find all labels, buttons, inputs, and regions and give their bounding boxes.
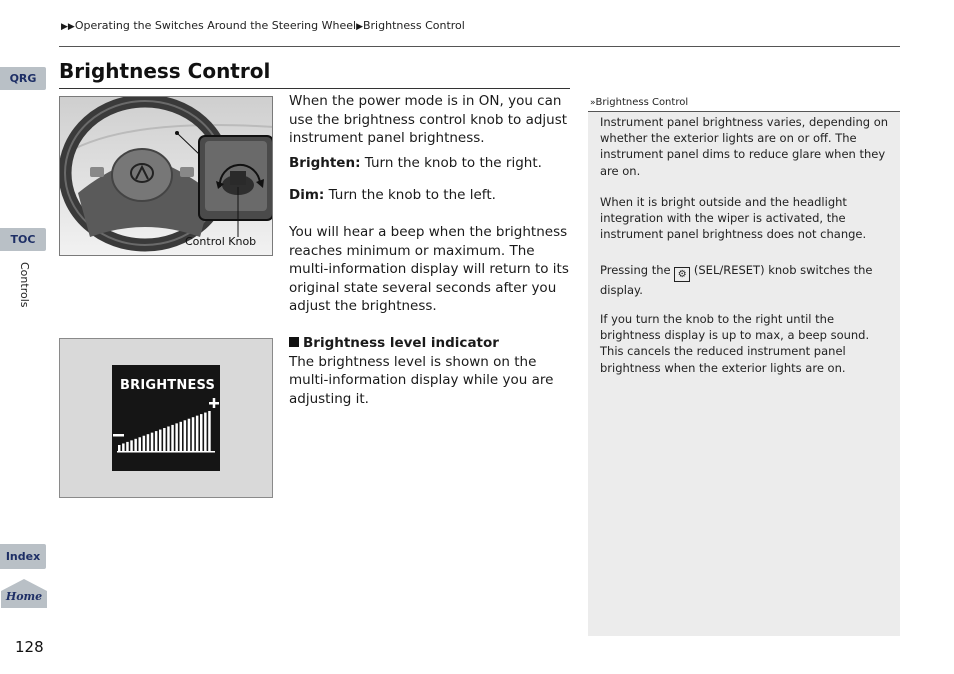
brightness-bar	[147, 434, 150, 451]
brightness-bar	[200, 414, 203, 451]
breadcrumb-current: Brightness Control	[362, 19, 465, 32]
note-paragraph-1: Instrument panel brightness varies, depending on whether the exterior lights are on or off. The instrument panel dims to reduce glare when they are on.	[600, 115, 889, 178]
beep-paragraph: You will hear a beep when the brightness reaches minimum or maximum. The multi-information display will return to its original state several seconds after you adjust the brightness.	[289, 224, 569, 314]
brightness-display	[112, 365, 220, 471]
brightness-bar	[184, 420, 187, 451]
brightness-bar	[151, 433, 154, 451]
breadcrumb-section-link[interactable]: Operating the Switches Around the Steering Wheel	[74, 19, 357, 32]
note-heading-text: Brightness Control	[595, 97, 689, 108]
brightness-display-label: BRIGHTNESS	[120, 378, 216, 393]
page-number: 128	[15, 638, 44, 656]
brightness-bar	[167, 426, 170, 451]
note-paragraph-3: Pressing the ⚙ (SEL/RESET) knob switches the display.	[600, 263, 873, 297]
brightness-bar	[159, 430, 162, 451]
dim-text: Turn the knob to the left.	[324, 187, 496, 203]
indicator-heading: Brightness level indicator	[303, 335, 499, 351]
brightness-baseline	[117, 451, 215, 453]
breadcrumb	[61, 19, 465, 32]
brightness-bar	[118, 445, 121, 451]
side-note-panel	[588, 96, 900, 636]
dim-instruction	[289, 186, 574, 205]
title-divider	[59, 88, 570, 89]
brighten-instruction	[289, 154, 574, 173]
breadcrumb-marker-icon: ▶▶	[61, 22, 75, 32]
toc-tab[interactable]: TOC	[0, 228, 46, 251]
brightness-bar	[180, 422, 183, 451]
control-knob-callout: Control Knob	[185, 235, 257, 248]
brightness-display-illustration	[59, 338, 273, 498]
brightness-level-bars	[112, 365, 220, 471]
indicator-section	[289, 334, 574, 408]
note-marker-icon: »	[590, 98, 596, 108]
home-button[interactable]	[0, 578, 48, 609]
qrg-tab[interactable]: QRG	[0, 67, 46, 90]
header-divider	[59, 46, 900, 47]
note-heading	[588, 96, 900, 112]
brightness-bar	[163, 428, 166, 451]
brighten-text: Turn the knob to the right.	[360, 155, 542, 171]
steering-wheel-illustration	[59, 96, 273, 256]
brightness-bar	[188, 419, 191, 451]
brightness-bar	[175, 423, 178, 451]
brightness-bar	[155, 431, 158, 451]
brightness-bar	[171, 425, 174, 451]
breadcrumb-separator-icon: ▶	[356, 22, 363, 32]
dim-label: Dim:	[289, 187, 325, 203]
brightness-bar	[196, 416, 199, 451]
minus-icon	[113, 434, 124, 437]
steering-wheel-image	[60, 97, 273, 256]
brightness-bar	[192, 417, 195, 451]
page-title: Brightness Control	[59, 59, 271, 83]
brightness-bar	[139, 437, 142, 451]
note-paragraph-4: If you turn the knob to the right until the brightness display is up to max, a beep sound. This cancels the reduced instrument panel brightness when the exterior lights are on.	[600, 312, 870, 375]
note-paragraph-2: When it is bright outside and the headlight integration with the wiper is activated, the instrument panel brightness does not change.	[600, 195, 867, 242]
knob-icon: ⚙	[674, 267, 690, 282]
square-bullet-icon	[289, 337, 299, 347]
brightness-bar	[126, 442, 129, 451]
brightness-bar	[208, 411, 211, 451]
brightness-bar	[130, 440, 133, 451]
chapter-label: Controls	[18, 262, 31, 308]
home-icon	[0, 578, 48, 609]
brightness-bar	[122, 443, 125, 451]
brightness-bar	[143, 436, 146, 451]
home-label: Home	[5, 590, 43, 603]
brightness-bar	[134, 439, 137, 451]
indicator-paragraph: The brightness level is shown on the multi-information display while you are adjusting it.	[289, 353, 554, 407]
brightness-bar	[204, 413, 207, 451]
brighten-label: Brighten:	[289, 155, 361, 171]
index-tab[interactable]: Index	[0, 544, 46, 569]
intro-paragraph: When the power mode is in ON, you can use the brightness control knob to adjust instrument panel brightness.	[289, 93, 568, 146]
